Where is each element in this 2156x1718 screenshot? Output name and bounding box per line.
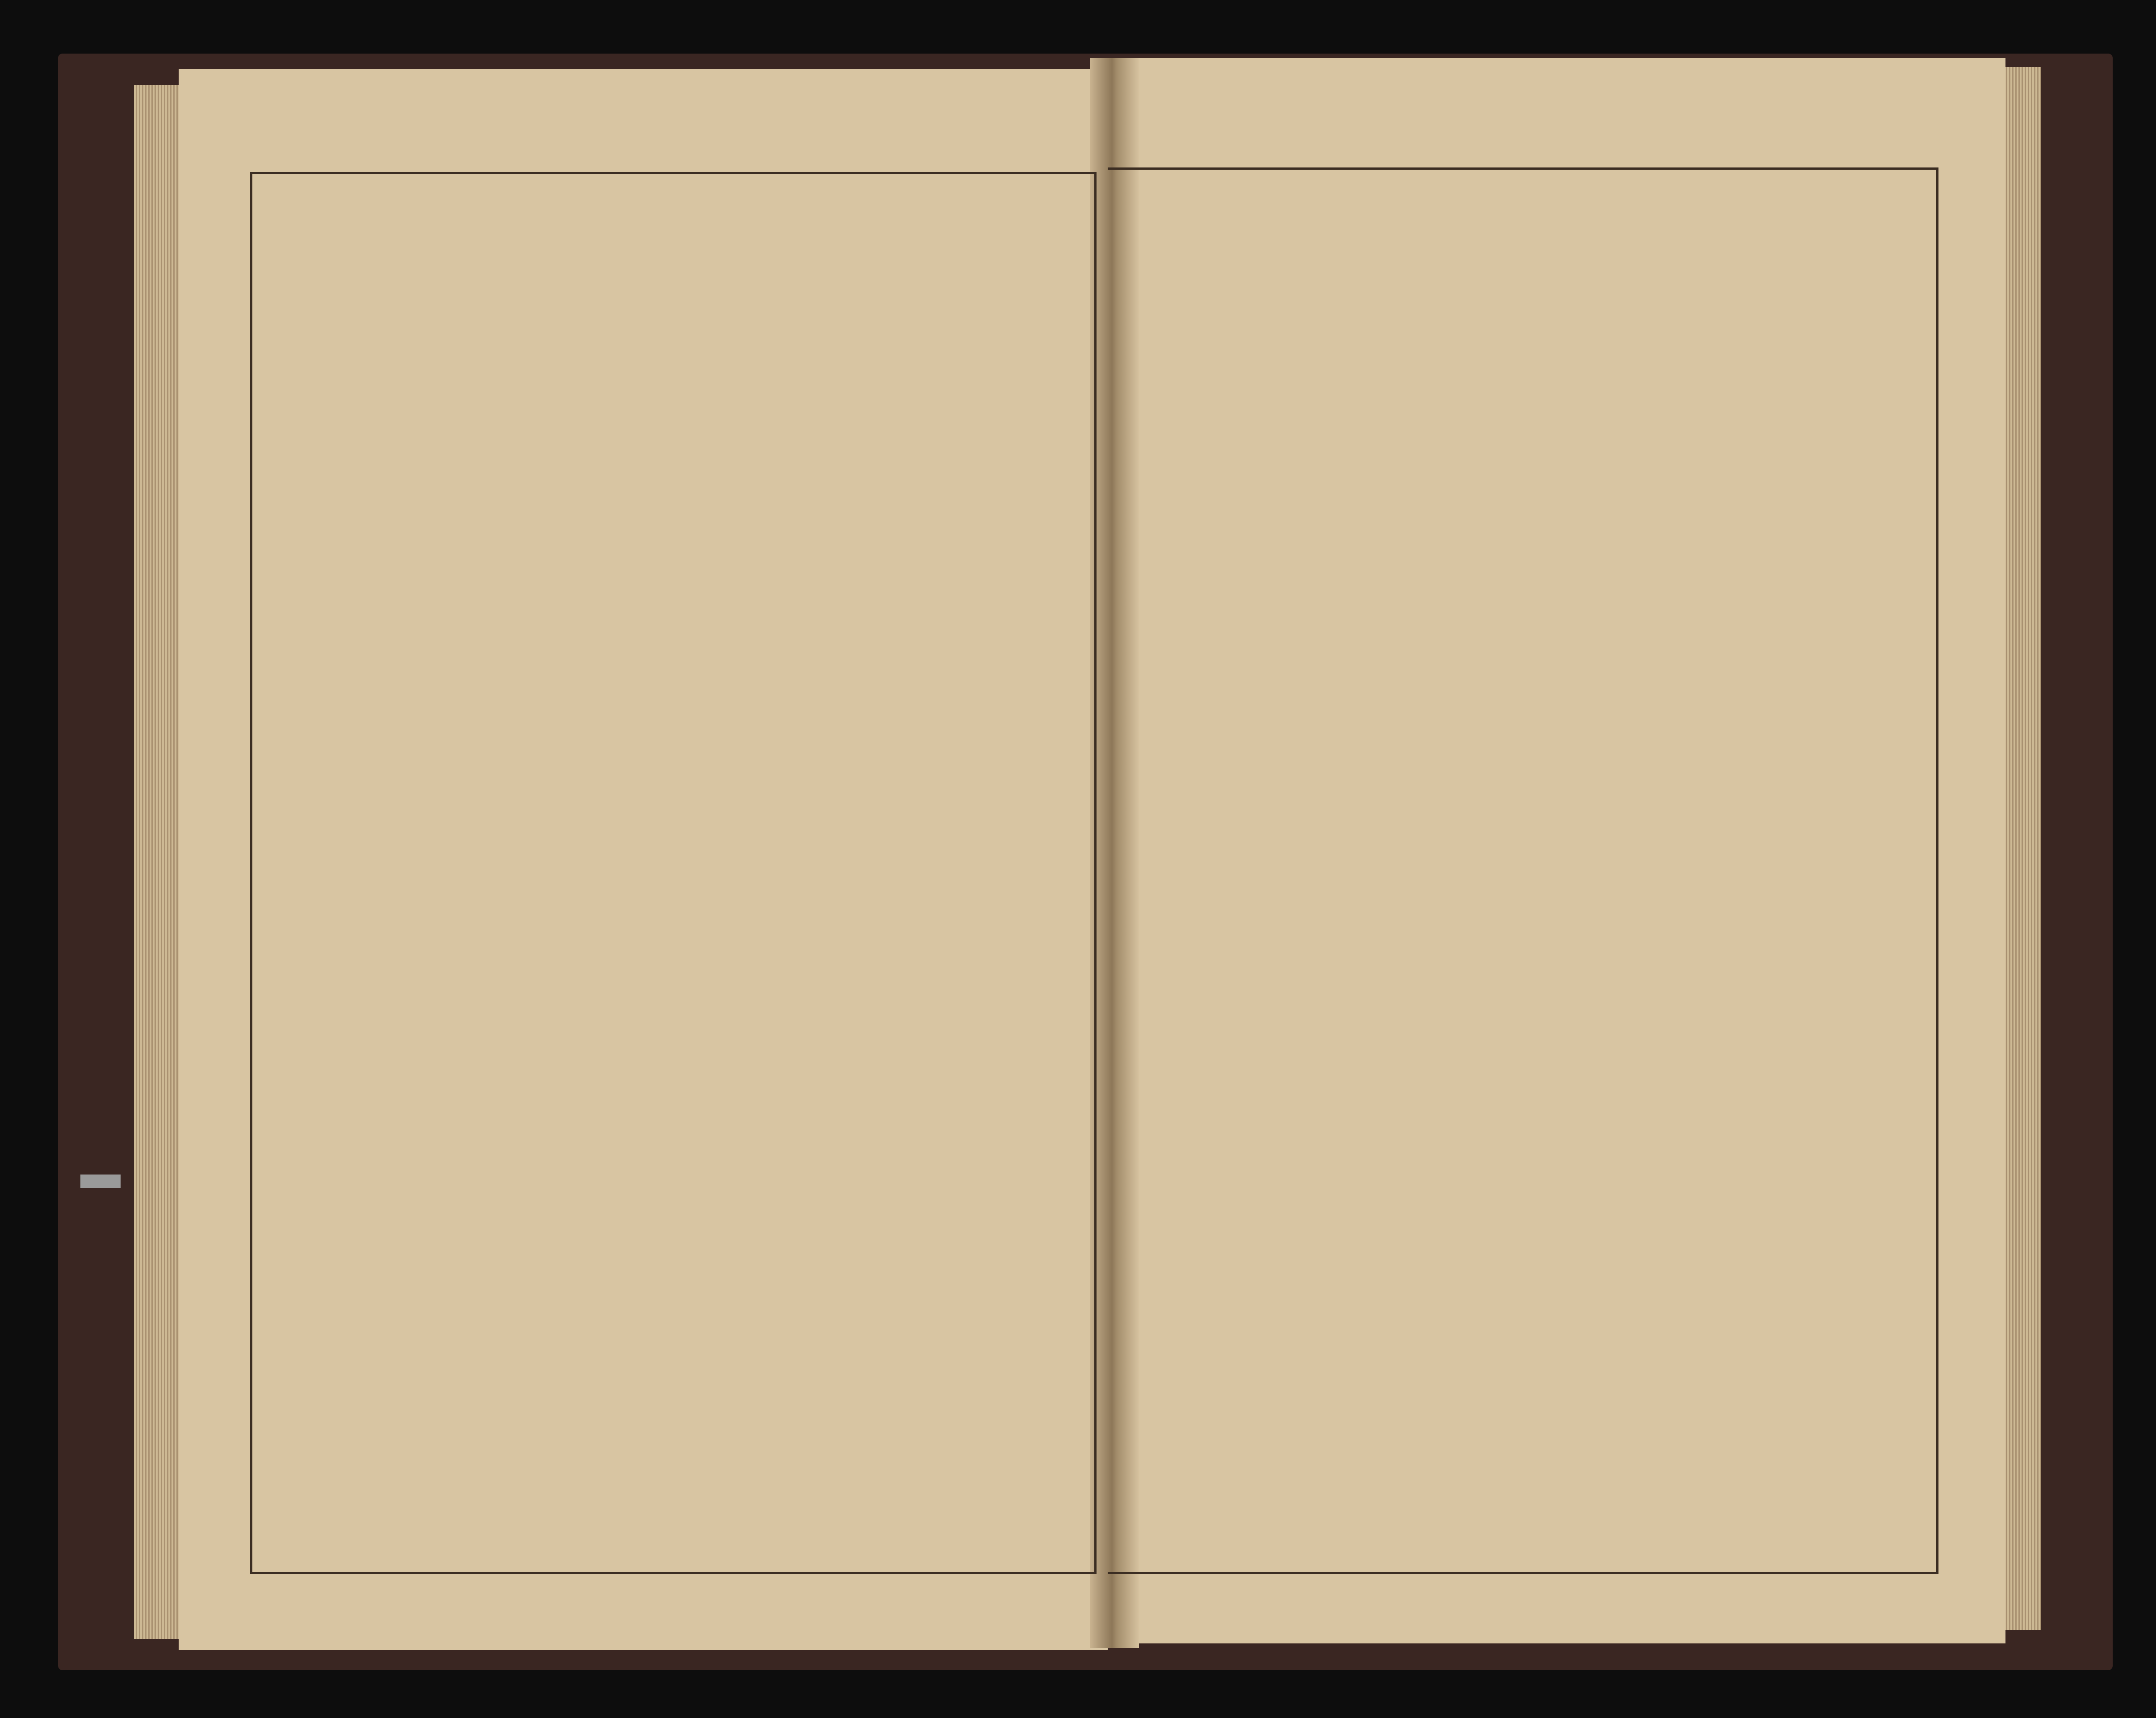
binding-clip bbox=[80, 1175, 121, 1188]
right-page-edges bbox=[2001, 67, 2041, 1630]
left-page-edges bbox=[134, 85, 183, 1639]
left-table bbox=[250, 172, 1097, 1574]
right-table bbox=[1108, 167, 1938, 1574]
